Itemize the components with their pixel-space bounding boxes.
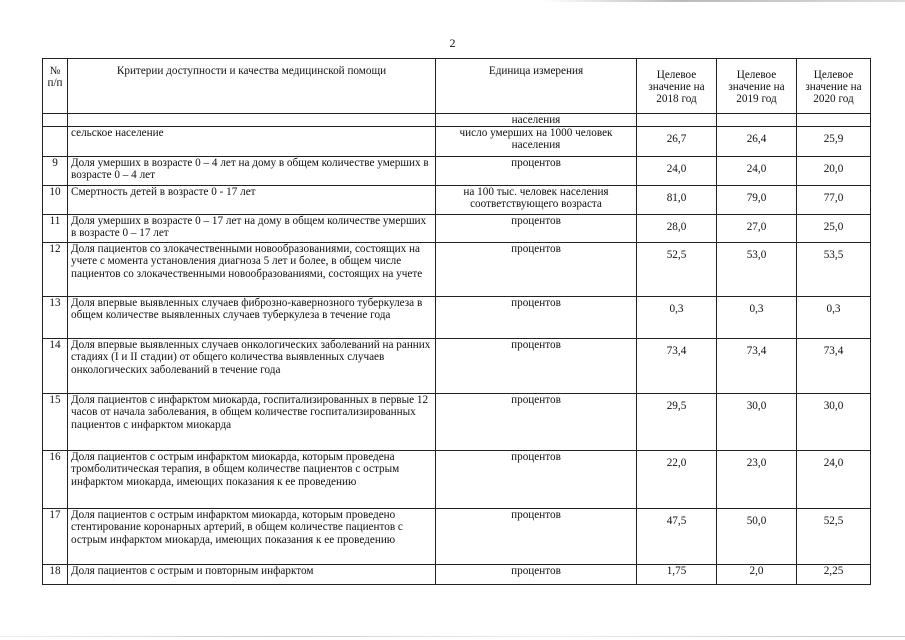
row-unit: процентов [436,157,637,186]
row-value-2020: 24,0 [823,457,844,470]
row-num [43,114,68,127]
table-row [43,394,871,451]
row-value-2020: 25,0 [823,221,844,234]
row-value-2019: 50,0 [746,515,767,528]
row-value-2020: 53,5 [823,249,844,262]
row-value-2019: 79,0 [746,192,767,205]
row-value-2019: 30,0 [746,400,767,413]
row-value-2020 [797,114,871,127]
row-criteria: Доля умерших в возрасте 0 – 4 лет на дому в общем количестве умерших в возрасте 0 – 4 лет [68,157,436,186]
row-criteria [68,114,436,127]
row-criteria: Доля пациентов с инфарктом миокарда, госпитализированных в первые 12 часов от начала заболевания, в общем количестве госпитализированных пациентов с инфарктом миокарда [68,394,436,451]
table-row [43,243,871,297]
row-value-2018: 81,0 [666,192,687,205]
row-unit: процентов [436,451,637,509]
row-value-2019: 73,4 [746,345,767,358]
table-row [43,114,871,127]
row-unit: число умерших на 1000 человек населения [436,127,637,157]
row-value-2018: 47,5 [666,515,687,528]
row-criteria: Доля впервые выявленных случаев онкологических заболеваний на ранних стадиях (I и II стадии) от общего количества выявленных случаев онкологических заболеваний в течение года [68,339,436,394]
criteria-table [42,58,871,585]
row-unit: процентов [436,215,637,243]
row-value-2019: 27,0 [746,221,767,234]
row-unit: на 100 тыс. человек населения соответствующего возраста [436,186,637,215]
row-value-2020: 20,0 [823,163,844,176]
header-num: № п/п [43,59,68,114]
row-value-2018: 28,0 [666,221,687,234]
table-row [43,157,871,186]
header-criteria: Критерии доступности и качества медицинской помощи [68,59,436,114]
row-criteria: Доля пациентов с острым инфарктом миокарда, которым проведено стентирование коронарных артерий, в общем количестве пациентов с острым инфарктом миокарда, имеющих показания к ее проведению [68,509,436,565]
row-value-2018: 29,5 [666,400,687,413]
row-value-2019: 0,3 [749,303,764,316]
table-row [43,215,871,243]
table-row [43,451,871,509]
row-unit: процентов [436,394,637,451]
row-num: 15 [43,394,68,451]
row-value-2019: 24,0 [746,163,767,176]
row-value-2019 [717,114,797,127]
table-row [43,509,871,565]
row-unit: процентов [436,297,637,339]
row-criteria: Доля пациентов с острым и повторным инфарктом [68,565,436,585]
row-value-2019: 26,4 [746,133,767,146]
row-unit: процентов [436,565,637,585]
row-value-2020: 2,25 [797,565,871,585]
header-2020: Целевое значение на 2020 год [797,59,871,114]
row-unit: процентов [436,339,637,394]
header-2019: Целевое значение на 2019 год [717,59,797,114]
scan-bottom-edge [0,636,905,637]
row-unit: процентов [436,243,637,297]
row-value-2018 [637,114,717,127]
row-num: 18 [43,565,68,585]
row-num: 17 [43,509,68,565]
table-row [43,297,871,339]
row-num [43,127,68,157]
row-criteria: Доля пациентов с острым инфарктом миокарда, которым проведена тромболитическая терапия, в общем количестве пациентов с острым инфарктом миокарда, имеющих показания к ее проведению [68,451,436,509]
row-value-2018: 26,7 [666,133,687,146]
row-value-2018: 22,0 [666,457,687,470]
page-number: 2 [449,36,456,50]
scan-top-edge [0,0,905,2]
row-num: 11 [43,215,68,243]
row-num: 9 [43,157,68,186]
row-value-2020: 73,4 [823,345,844,358]
row-value-2019: 23,0 [746,457,767,470]
table-row [43,339,871,394]
row-criteria: Доля умерших в возрасте 0 – 17 лет на дому в общем количестве умерших в возрасте 0 – 17 лет [68,215,436,243]
table-row [43,186,871,215]
row-value-2018: 0,3 [669,303,684,316]
row-value-2020: 25,9 [823,133,844,146]
row-criteria: Доля пациентов со злокачественными новообразованиями, состоящих на учете с момента установления диагноза 5 лет и более, в общем числе пациентов со злокачественными новообразованиями, состоящих на учете [68,243,436,297]
row-num: 13 [43,297,68,339]
row-value-2020: 0,3 [826,303,841,316]
row-criteria: Смертность детей в возрасте 0 - 17 лет [68,186,436,215]
header-2018: Целевое значение на 2018 год [637,59,717,114]
row-value-2018: 52,5 [666,249,687,262]
row-value-2020: 30,0 [823,400,844,413]
row-num: 10 [43,186,68,215]
table-header-row [43,59,871,114]
table-row [43,565,871,585]
row-value-2020: 52,5 [823,515,844,528]
row-value-2018: 73,4 [666,345,687,358]
row-value-2018: 1,75 [637,565,717,585]
row-value-2019: 2,0 [717,565,797,585]
row-value-2020: 77,0 [823,192,844,205]
row-unit: населения [436,114,637,127]
header-unit: Единица измерения [436,59,637,114]
row-criteria: сельское население [68,127,436,157]
row-num: 16 [43,451,68,509]
row-criteria: Доля впервые выявленных случаев фиброзно-кавернозного туберкулеза в общем количестве выявленных случаев туберкулеза в течение года [68,297,436,339]
row-num: 14 [43,339,68,394]
row-num: 12 [43,243,68,297]
row-value-2019: 53,0 [746,249,767,262]
row-unit: процентов [436,509,637,565]
row-value-2018: 24,0 [666,163,687,176]
table-row [43,127,871,157]
